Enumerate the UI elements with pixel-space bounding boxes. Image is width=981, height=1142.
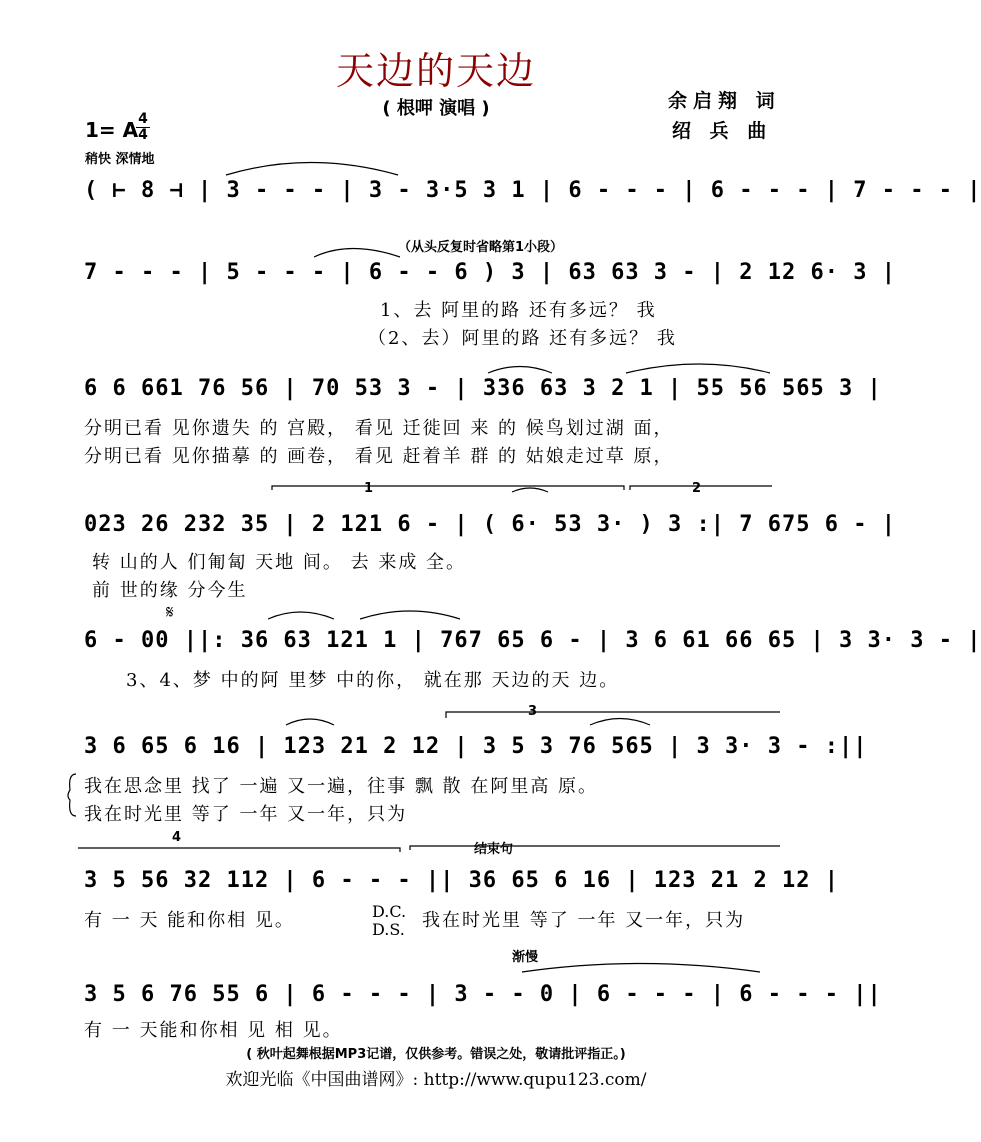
lyric-line: 转 山的人 们匍匐 天地 间。 去 来成 全。 xyxy=(92,552,467,573)
notation-row-6: 3 6 65 6 16 | 123 21 2 12 | 3 5 3 76 565 | 3 3· 3 - :|| xyxy=(84,734,868,759)
lyric-line: 有 一 天 能和你相 见。 xyxy=(84,910,295,931)
notation-row-3: 6 6 661 76 56 | 70 53 3 - | 336 63 3 2 1 | 55 56 565 3 | xyxy=(84,376,882,401)
notation-row-8: 3 5 6 76 55 6 | 6 - - - | 3 - - 0 | 6 - - - | 6 - - - || xyxy=(84,982,882,1007)
volta-4-label: 4 xyxy=(172,830,182,845)
segno-sign: 𝄋 xyxy=(166,602,174,623)
ending-bracket xyxy=(410,846,780,850)
ending-label: 结束句 xyxy=(474,842,514,857)
lyric-line: 前 世的缘 分今生 xyxy=(92,580,248,601)
volta-2-bracket xyxy=(630,486,772,490)
key-signature: 1= A xyxy=(85,118,139,142)
tie-slur xyxy=(360,611,460,619)
volta-2-label: 2 xyxy=(692,481,702,496)
tie-slur xyxy=(512,488,548,492)
notation-row-1: ( ⊢ 8 ⊣ | 3 - - - | 3 - 3·5 3 1 | 6 - - - | 6 - - - | 7 - - - | xyxy=(84,178,981,203)
composer: 绍 兵 曲 xyxy=(672,120,773,142)
ritardando-label: 渐慢 xyxy=(512,950,539,965)
song-title: 天边的天边 xyxy=(335,49,536,93)
volta-1-bracket xyxy=(272,486,624,490)
volta-1-label: 1 xyxy=(364,481,374,496)
tie-slur xyxy=(286,719,334,725)
lyric-line: 分明已看 见你描摹 的 画卷， 看见 赶着羊 群 的 姑娘走过草 原， xyxy=(84,446,674,467)
performer: ( 根呷 演唱 ) xyxy=(382,98,490,119)
tie-slur xyxy=(522,964,760,973)
tie-slur xyxy=(226,163,398,176)
time-signature-bottom: 4 xyxy=(138,127,148,143)
tie-slur xyxy=(590,719,650,726)
tie-slur xyxy=(626,364,770,373)
notation-row-5: 6 - 00 ||: 36 63 121 1 | 767 65 6 - | 3 6 61 66 65 | 3 3· 3 - | xyxy=(84,628,981,653)
tie-slur xyxy=(268,612,334,619)
notation-row-7: 3 5 56 32 112 | 6 - - - || 36 65 6 16 | 123 21 2 12 | xyxy=(84,868,839,893)
website-credit: 欢迎光临《中国曲谱网》: http://www.qupu123.com/ xyxy=(225,1070,647,1090)
lyric-line: 我在时光里 等了 一年 又一年，只为 xyxy=(84,804,408,825)
lyric-line: 我在时光里 等了 一年 又一年，只为 xyxy=(422,910,746,931)
lyric-line: 我在思念里 找了 一遍 又一遍，往事 飘 散 在阿里高 原。 xyxy=(84,776,599,797)
dal-segno-mark: D.S. xyxy=(372,920,405,939)
lyric-line: 3、4、梦 中的阿 里梦 中的你， 就在那 天边的天 边。 xyxy=(126,670,620,691)
volta-4-bracket xyxy=(78,848,400,852)
tie-slur xyxy=(488,367,552,374)
lyric-line: （2、去）阿里的路 还有多远？ 我 xyxy=(368,328,677,349)
volta-3-bracket xyxy=(446,712,780,718)
lyric-line: 分明已看 见你遗失 的 宫殿， 看见 迁徙回 来 的 候鸟划过湖 面， xyxy=(84,418,674,439)
lyric-line: 1、去 阿里的路 还有多远？ 我 xyxy=(380,300,657,321)
lyric-line: 有 一 天能和你相 见 相 见。 xyxy=(84,1020,343,1041)
notation-row-2: 7 - - - | 5 - - - | 6 - - 6 ) 3 | 63 63 3 - | 2 12 6· 3 | xyxy=(84,260,896,285)
time-signature-top: 4 xyxy=(138,111,148,127)
notation-row-4: 023 26 232 35 | 2 121 6 - | ( 6· 53 3· ) 3 :| 7 675 6 - | xyxy=(84,512,896,537)
repeat-annotation: （从头反复时省略第1小段） xyxy=(398,240,564,255)
disclaimer: ( 秋叶起舞根据MP3记谱，仅供参考。错误之处，敬请批评指正。) xyxy=(246,1047,626,1062)
lyricist: 余启翔 词 xyxy=(668,90,781,112)
da-capo-mark: D.C. xyxy=(372,902,407,921)
tempo-marking: 稍快 深情地 xyxy=(85,152,155,167)
volta-3-label: 3 xyxy=(528,704,538,719)
tie-slur xyxy=(314,249,400,258)
lyric-brace xyxy=(68,774,76,816)
